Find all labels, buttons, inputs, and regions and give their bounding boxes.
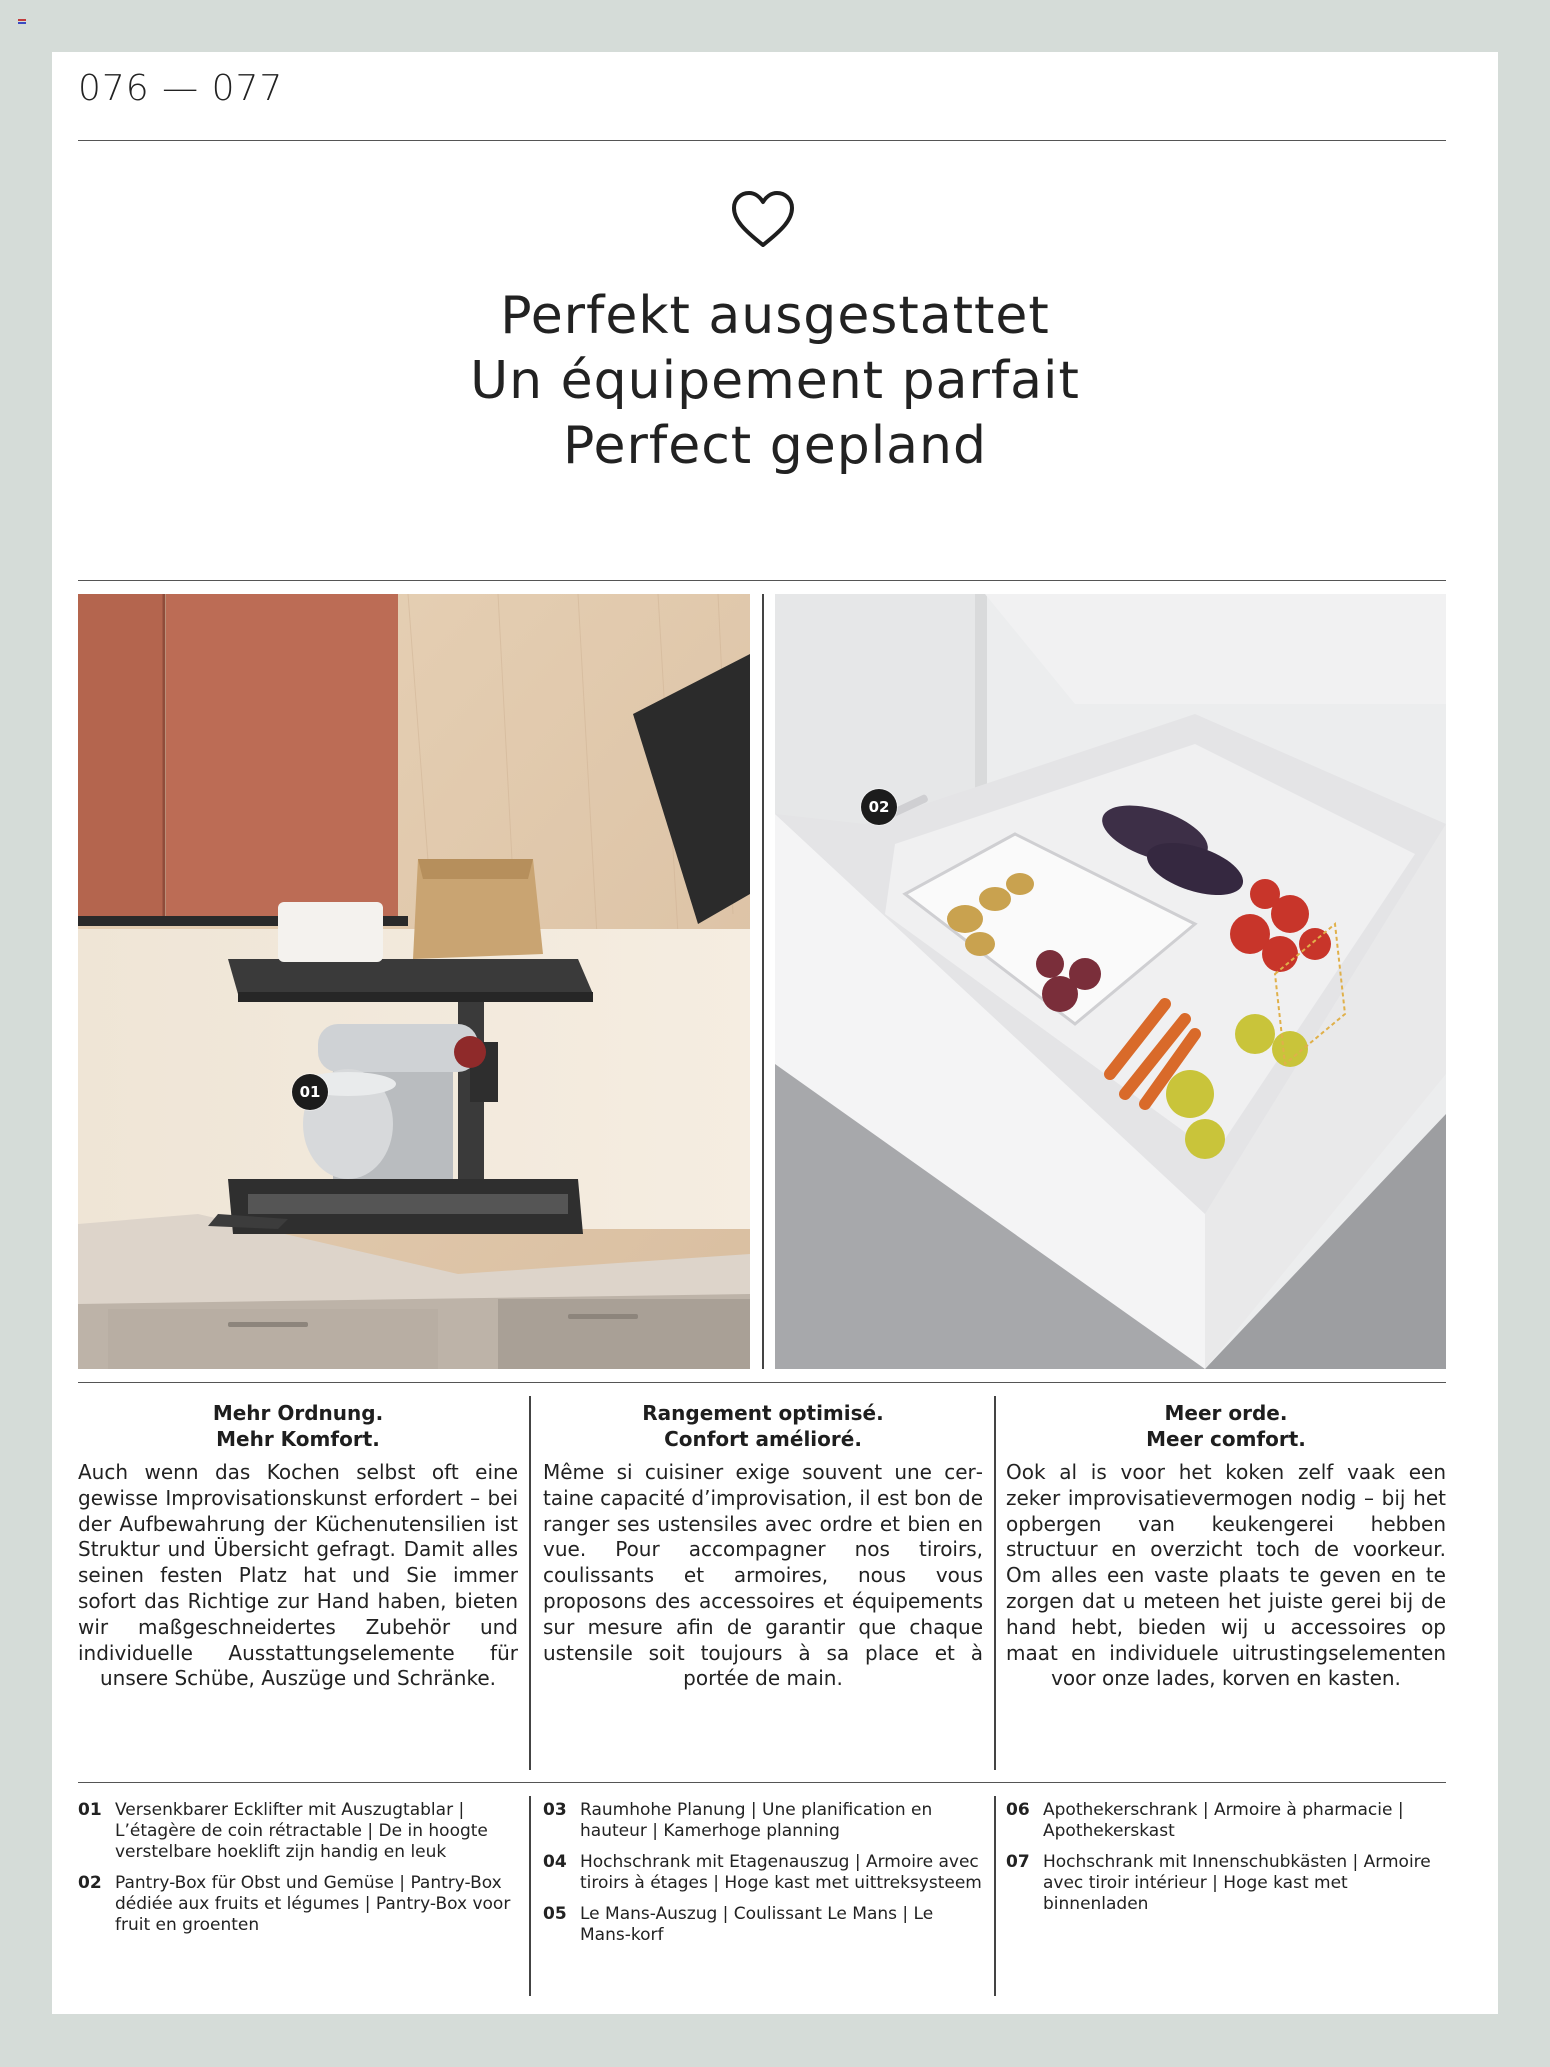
- legend-text: Raumhohe Planung | Une planification en hauteur | Kamerhoge planning: [580, 1800, 933, 1841]
- heading-line: Mehr Komfort.: [216, 1427, 380, 1451]
- legend-text: Pantry-Box für Obst und Gemüse | Pantry-Box dédiée aux fruits et légumes | Pantry-Box voor fruit en groenten: [115, 1873, 511, 1935]
- legend-number: 07: [1006, 1852, 1030, 1872]
- legend-divider: [994, 1796, 996, 1996]
- heading-line: Mehr Ordnung.: [212, 1401, 384, 1425]
- column-dutch-body: Ook al is voor het koken zelf vaak een zeker improvisatievermogen nodig – bij het opbergen van keukengerei hebben structuur en overzicht toch de voorkeur. Om alles een vaste plaats te geven en te zorgen dat u meteen het juiste gerei bij de hand hebt, bieden wij u accessoires op maat en individuele uitrustingselementen voor onze lades, korven en kasten.: [1006, 1460, 1446, 1691]
- column-divider: [529, 1396, 531, 1770]
- text-top-rule: [78, 1382, 1446, 1383]
- top-rule: [78, 140, 1446, 141]
- heading-line: Rangement optimisé.: [642, 1401, 884, 1425]
- heading-line: Meer comfort.: [1146, 1427, 1306, 1451]
- legend-item: [543, 1800, 983, 1842]
- column-french-body: Même si cuisiner exige souvent une certaine capacité d’improvisation, il est bon de ranger ses ustensiles avec ordre et bien en vue. Pour accompagner nos tiroirs, coulissants et armoires, nous vous proposons des accessoires et équipements sur mesure afin de garantir que chaque ustensile soit toujours à sa place et à portée de main.: [543, 1460, 983, 1691]
- legend-text: Le Mans-Auszug | Coulissant Le Mans | Le Mans-korf: [580, 1904, 934, 1945]
- legend-text: Hochschrank mit Innenschubkästen | Armoire avec tiroir intérieur | Hoge kast met binnenladen: [1043, 1852, 1431, 1914]
- legend-top-rule: [78, 1782, 1446, 1783]
- legend-number: 06: [1006, 1800, 1030, 1820]
- heading-line: Confort amélioré.: [664, 1427, 862, 1451]
- legend-item: [543, 1904, 983, 1946]
- column-divider: [994, 1396, 996, 1770]
- legend-item: [78, 1873, 518, 1936]
- legend-item: [1006, 1800, 1446, 1842]
- column-german-body: Auch wenn das Kochen selbst oft eine gewisse Improvisationskunst erfordert – bei der Aufbewahrung der Küchenutensilien ist Struktur und Übersicht gefragt. Damit alles seinen festen Platz hat und Sie immer sofort das Richtige zur Hand haben, bieten wir maßgeschneidertes Zubehör und individuelle Ausstattungselemente für unsere Schübe, Auszüge und Schränke.: [78, 1460, 518, 1691]
- heading-line: Meer orde.: [1164, 1401, 1288, 1425]
- column-german: [78, 1400, 518, 1692]
- legend-text: Hochschrank mit Etagenauszug | Armoire avec tiroirs à étages | Hoge kast met uittreksysteem: [580, 1852, 982, 1893]
- photo-top-rule: [78, 580, 1446, 581]
- heart-icon: [730, 190, 796, 250]
- column-german-heading: [78, 1400, 518, 1452]
- legend-column-2: [543, 1800, 983, 1956]
- legend-divider: [529, 1796, 531, 1996]
- legend-column-3: [1006, 1800, 1446, 1925]
- legend-item: [1006, 1852, 1446, 1915]
- title-line-nl: Perfect gepland: [563, 416, 987, 476]
- legend-item: [543, 1852, 983, 1894]
- column-french: [543, 1400, 983, 1692]
- legend-number: 01: [78, 1800, 102, 1820]
- legend-text: Apothekerschrank | Armoire à pharmacie | Apothekerskast: [1043, 1800, 1404, 1841]
- legend-number: 02: [78, 1873, 102, 1893]
- legend-text: Versenkbarer Ecklifter mit Auszugtablar | L’étagère de coin rétractable | De in hoogte verstelbare hoeklift zijn handig en leuk: [115, 1800, 488, 1862]
- legend-item: [78, 1800, 518, 1863]
- photo-badge-01: 01: [292, 1074, 328, 1110]
- corner-lift-photo: [78, 594, 750, 1369]
- photo-badge-02: 02: [861, 789, 897, 825]
- page-title: [52, 284, 1498, 479]
- title-line-de: Perfekt ausgestattet: [500, 286, 1050, 346]
- column-dutch-heading: [1006, 1400, 1446, 1452]
- legend-number: 03: [543, 1800, 567, 1820]
- catalog-page: [52, 52, 1498, 2014]
- corner-flag-icon: [18, 19, 26, 25]
- pantry-box-photo: [775, 594, 1446, 1369]
- photo-divider: [762, 594, 764, 1369]
- legend-column-1: [78, 1800, 518, 1946]
- column-dutch: [1006, 1400, 1446, 1692]
- page-numbers: 076 — 077: [78, 68, 284, 109]
- legend-number: 04: [543, 1852, 567, 1872]
- title-line-fr: Un équipement parfait: [470, 351, 1080, 411]
- legend-number: 05: [543, 1904, 567, 1924]
- column-french-heading: [543, 1400, 983, 1452]
